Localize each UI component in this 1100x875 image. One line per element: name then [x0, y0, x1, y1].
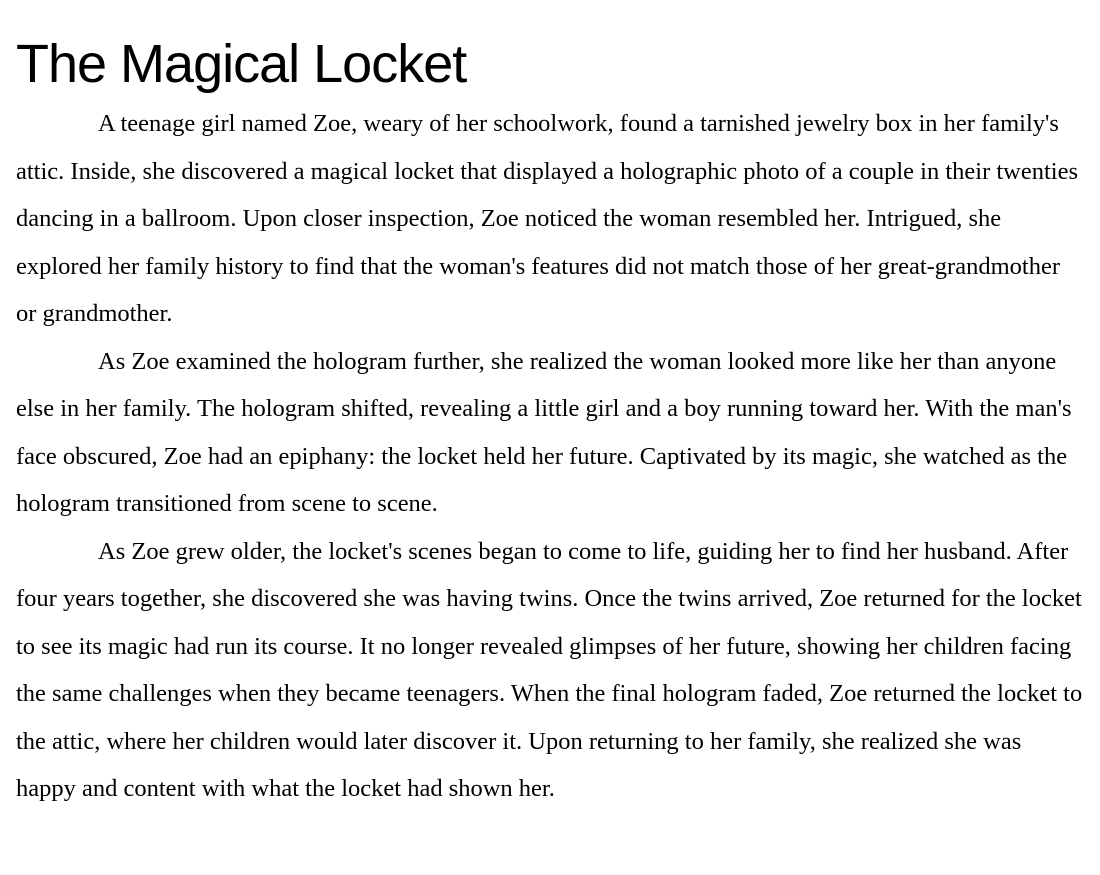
- document-title: The Magical Locket: [16, 34, 467, 94]
- paragraph-3: As Zoe grew older, the locket's scenes began to come to life, guiding her to find her husband. After four years together, she discovered she was having twins. Once the twins arrived, Zoe returned for the locket to see its magic had run its course. It no longer revealed glimpses of her future, showing her children facing the same challenges when they became teenagers. When the final hologram faded, Zoe returned the locket to the attic, where her children would later discover it. Upon returning to her family, she realized she was happy and content with what the locket had shown her.: [16, 537, 1083, 802]
- document-body: [16, 100, 1086, 813]
- paragraph-2: As Zoe examined the hologram further, she realized the woman looked more like her than anyone else in her family. The hologram shifted, revealing a little girl and a boy running toward her. With the man's face obscured, Zoe had an epiphany: the locket held her future. Captivated by its magic, she watched as the hologram transitioned from scene to scene.: [16, 347, 1072, 517]
- document-page: [16, 28, 1086, 813]
- paragraph-1: A teenage girl named Zoe, weary of her schoolwork, found a tarnished jewelry box in her family's attic. Inside, she discovered a magical locket that displayed a holographic photo of a couple in their twenties dancing in a ballroom. Upon closer inspection, Zoe noticed the woman resembled her. Intrigued, she explored her family history to find that the woman's features did not match those of her great-grandmother or grandmother.: [16, 110, 1079, 327]
